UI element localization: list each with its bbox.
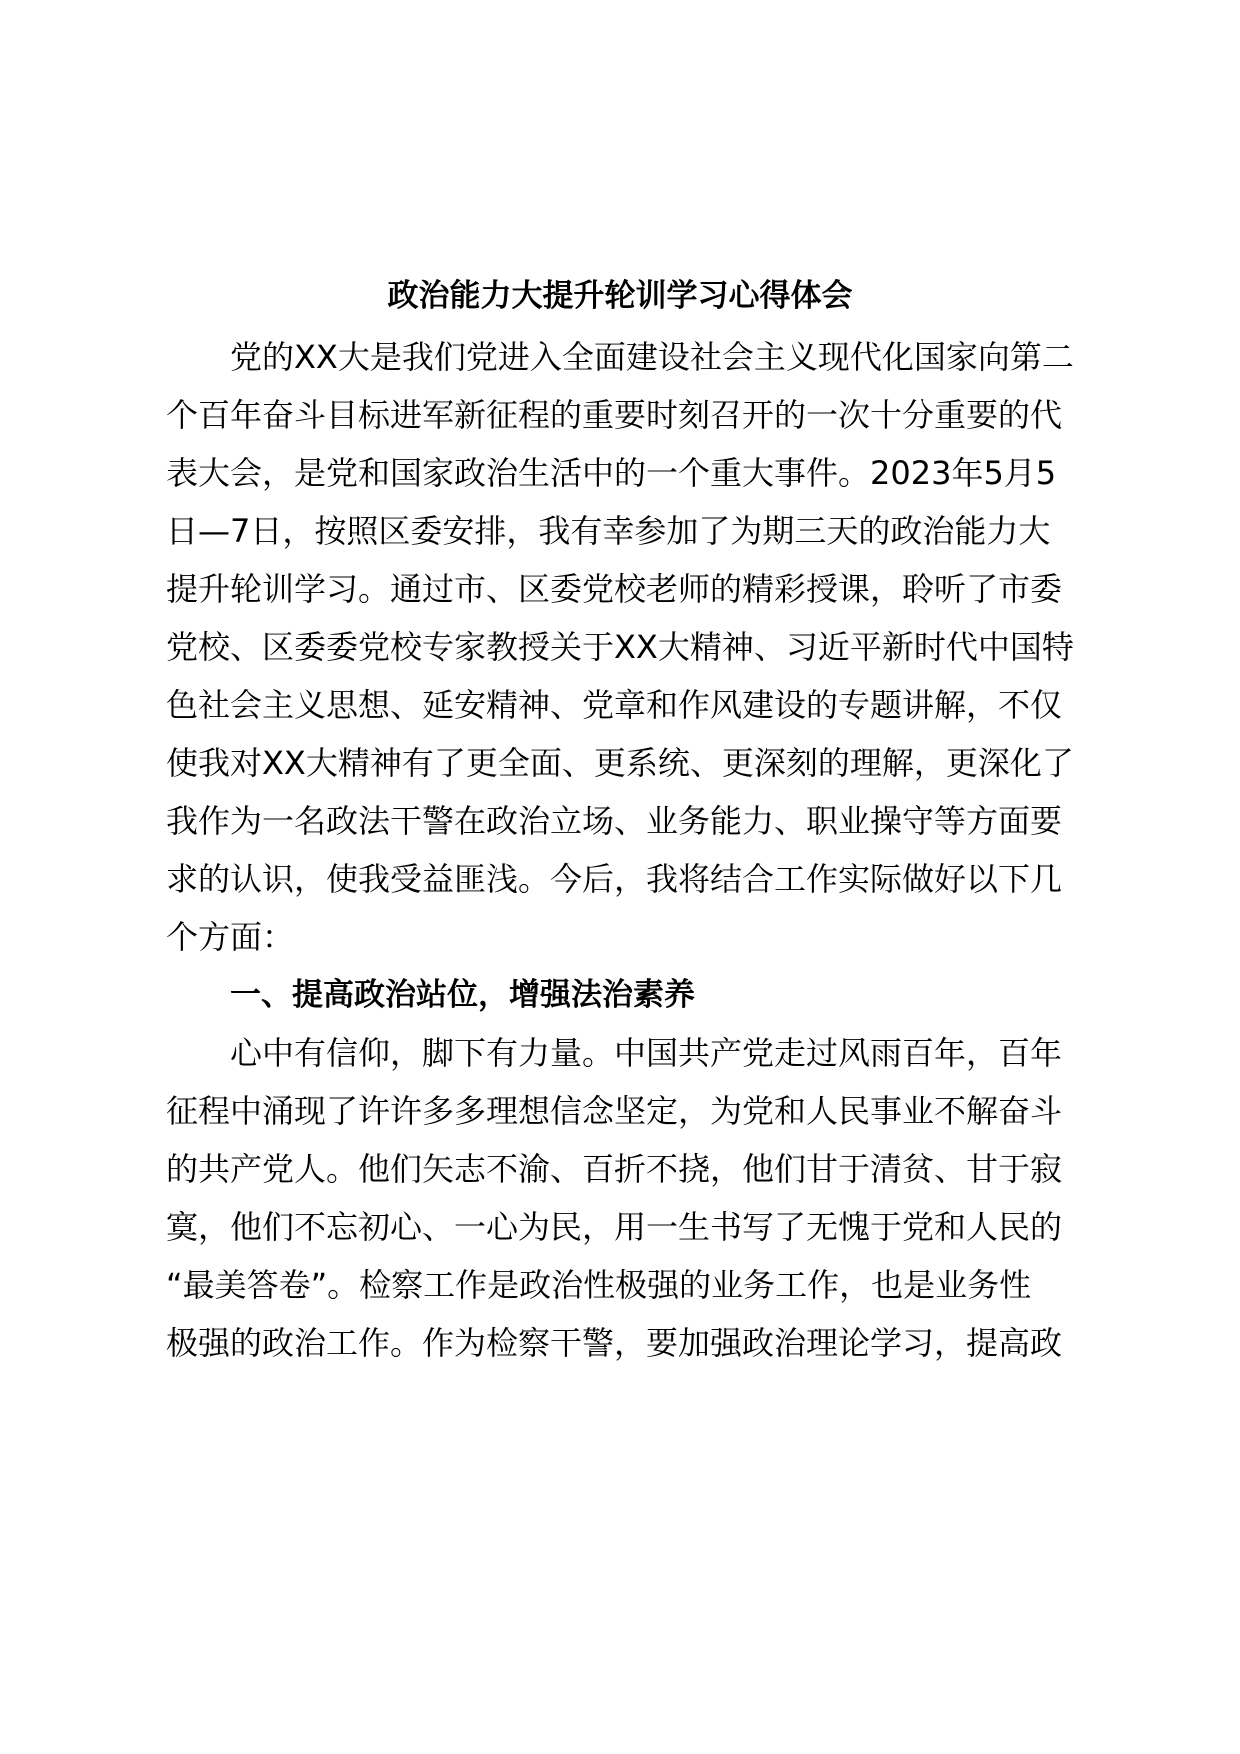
paragraph-2-line-5: “最美答卷”。检察工作是政治性极强的业务工作，也是业务性 <box>166 1266 1032 1304</box>
paragraph-2-line-1: 心中有信仰，脚下有力量。中国共产党走过风雨百年，百年 <box>230 1034 1063 1072</box>
paragraph-1-line-1: 党的XX大是我们党进入全面建设社会主义现代化国家向第二 <box>230 338 1074 376</box>
paragraph-1-line-3: 表大会，是党和国家政治生活中的一个重大事件。2023年5月5 <box>166 454 1057 492</box>
paragraph-2-line-3: 的共产党人。他们矢志不渝、百折不挠，他们甘于清贫、甘于寂 <box>166 1150 1063 1188</box>
paragraph-1-line-8: 使我对XX大精神有了更全面、更系统、更深刻的理解，更深化了 <box>166 744 1074 782</box>
paragraph-2-line-2: 征程中涌现了许许多多理想信念坚定，为党和人民事业不解奋斗 <box>166 1092 1063 1130</box>
paragraph-1-line-10: 求的认识，使我受益匪浅。今后，我将结合工作实际做好以下几 <box>166 860 1063 898</box>
paragraph-1-line-9: 我作为一名政法干警在政治立场、业务能力、职业操守等方面要 <box>166 802 1063 840</box>
paragraph-1-line-6: 党校、区委委党校专家教授关于XX大精神、习近平新时代中国特 <box>166 628 1074 666</box>
paragraph-1-line-2: 个百年奋斗目标进军新征程的重要时刻召开的一次十分重要的代 <box>166 396 1063 434</box>
paragraph-1-line-7: 色社会主义思想、延安精神、党章和作风建设的专题讲解，不仅 <box>166 686 1063 724</box>
section-1-heading: 一、提高政治站位，增强法治素养 <box>230 977 695 1013</box>
paragraph-1-line-11: 个方面： <box>166 918 295 956</box>
paragraph-2-line-6: 极强的政治工作。作为检察干警，要加强政治理论学习，提高政 <box>166 1324 1063 1362</box>
paragraph-1-line-5: 提升轮训学习。通过市、区委党校老师的精彩授课，聆听了市委 <box>166 570 1063 608</box>
document-title: 政治能力大提升轮训学习心得体会 <box>387 278 853 314</box>
paragraph-1-line-4: 日—7日，按照区委安排，我有幸参加了为期三天的政治能力大 <box>166 512 1051 550</box>
paragraph-2-line-4: 寞，他们不忘初心、一心为民，用一生书写了无愧于党和人民的 <box>166 1208 1063 1246</box>
